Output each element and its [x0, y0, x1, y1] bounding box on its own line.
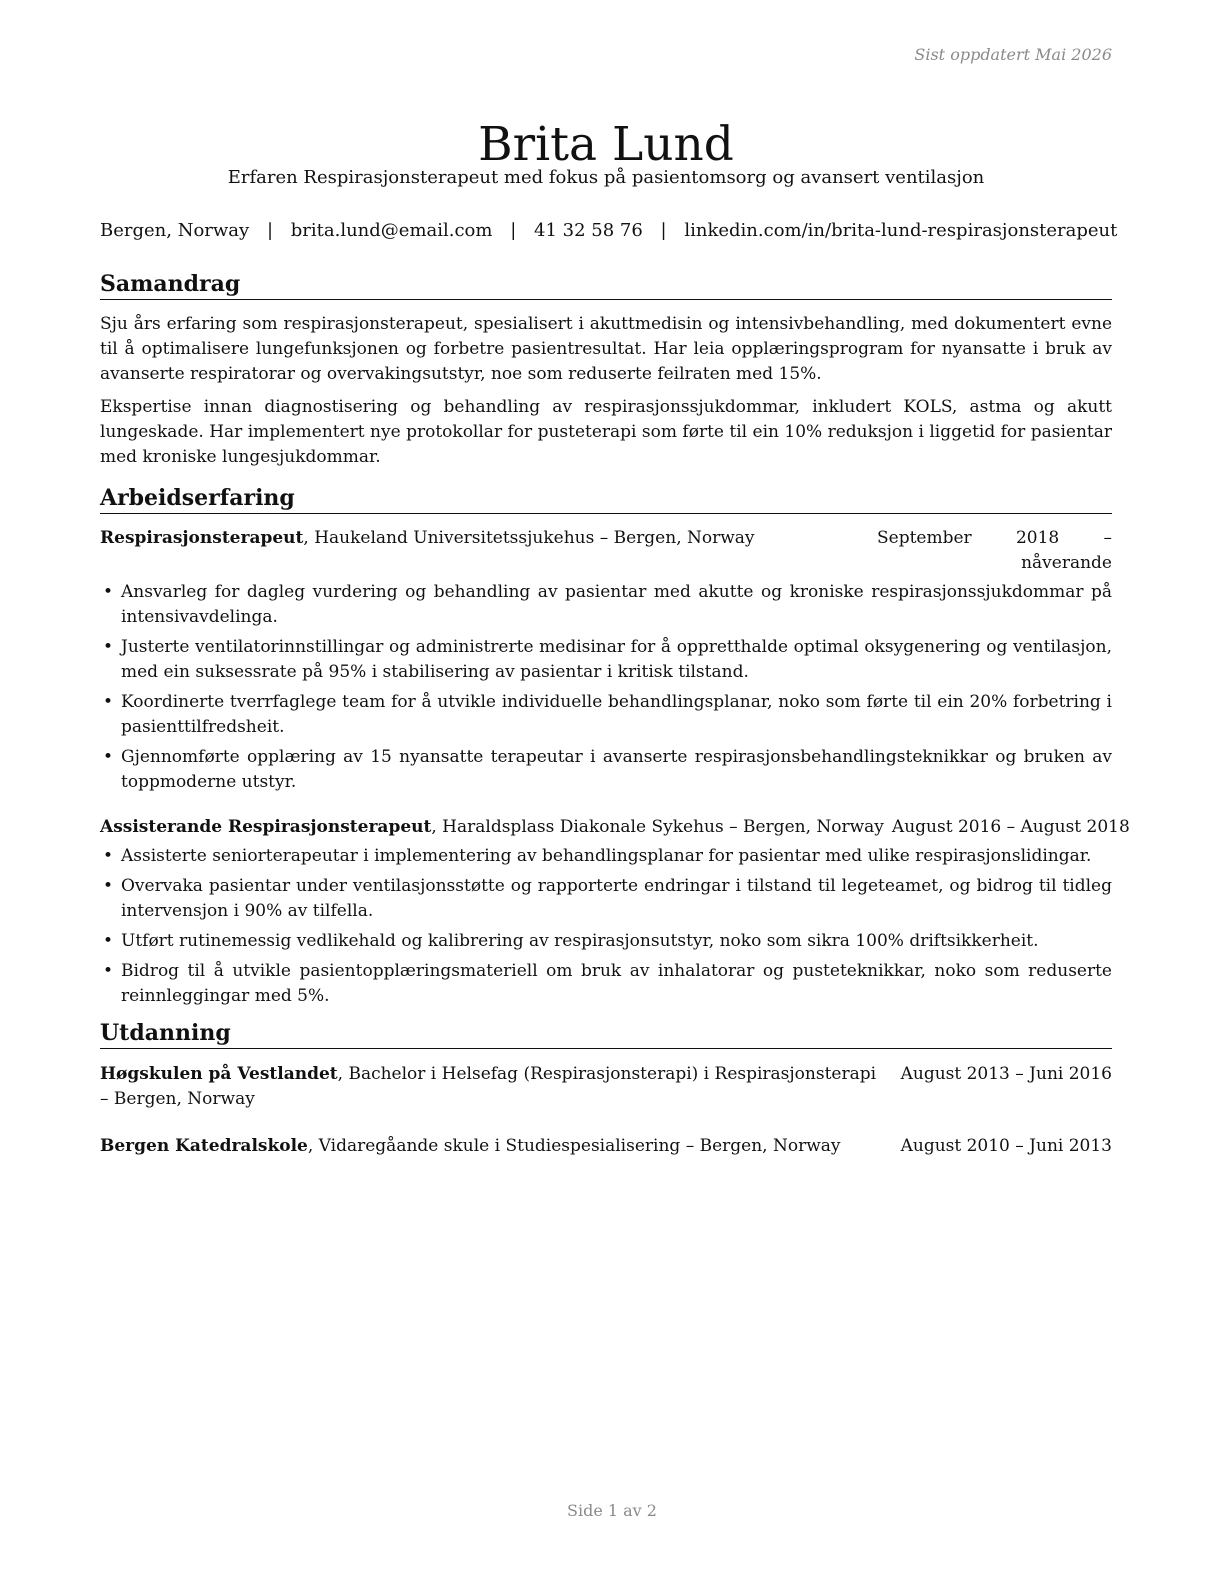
job-title-line [100, 526, 877, 576]
experience-heading: Arbeidserfaring [100, 484, 1112, 514]
job-role: Assisterande Respirasjonsterapeut [100, 817, 432, 837]
job-bullet: • Gjennomførte opplæring av 15 nyansatte terapeutar i avanserte respirasjonsbehandlingsteknikkar og bruken av toppmoderne utstyr. [100, 745, 1112, 795]
job-bullets [100, 844, 1112, 1009]
tagline: Erfaren Respirasjonsterapeut med fokus på pasientomsorg og avansert ventilasjon [227, 167, 985, 188]
job-bullet: • Justerte ventilatorinnstillingar og administrerte medisinar for å oppretthalde optimal oksygenering og ventilasjon, med ein suksessrate på 95% i stabilisering av pasientar i kritisk tilstand. [100, 635, 1112, 685]
education-detail: , Bachelor i Helsefag (Respirasjonsterapi) i Respirasjonsterapi – Bergen, Norway [100, 1064, 877, 1109]
job-employer: , Haukeland Universitetssjukehus – Bergen, Norway [303, 528, 755, 548]
job-bullet: • Utført rutinemessig vedlikehald og kalibrering av respirasjonsutstyr, noko som sikra 100% driftsikkerheit. [100, 929, 1112, 954]
job-bullet: • Koordinerte tverrfaglege team for å utvikle individuelle behandlingsplanar, noko som førte til ein 20% forbetring i pasienttilfredsheit. [100, 690, 1112, 740]
education-detail: , Vidaregåande skule i Studiespesialisering – Bergen, Norway [307, 1136, 841, 1156]
summary-paragraph: Sju års erfaring som respirasjonsterapeut, spesialisert i akuttmedisin og intensivbehandling, med dokumentert evne til å optimalisere lungefunksjonen og forbetre pasientresultat. Har leia opplæringsprogram for nyansatte i bruk av avanserte respiratorar og overvakingsutstyr, noe som reduserte feilraten med 15%. [100, 314, 1112, 384]
job-title-line [100, 815, 892, 840]
job-bullet: • Ansvarleg for dagleg vurdering og behandling av pasientar med akutte og kroniske respirasjonssjukdommar på intensivavdelinga. [100, 580, 1112, 630]
job-dates: August 2016 – August 2018 [891, 817, 1130, 837]
job-entry [100, 526, 1112, 795]
education-title-line [100, 1134, 901, 1159]
contact-linkedin[interactable]: linkedin.com/in/brita-lund-respirasjonsterapeut [684, 220, 1118, 241]
education-heading: Utdanning [100, 1019, 1112, 1049]
job-bullet: • Assisterte seniorterapeutar i implementering av behandlingsplanar for pasientar med ulike respirasjonslidingar. [100, 844, 1112, 869]
job-entry [100, 815, 1130, 1009]
education-title-line [100, 1062, 901, 1112]
job-role: Respirasjonsterapeut [100, 528, 304, 548]
education-school: Høgskulen på Vestlandet [100, 1064, 338, 1084]
job-employer: , Haraldsplass Diakonale Sykehus – Bergen, Norway [431, 817, 884, 837]
summary-paragraph: Ekspertise innan diagnostisering og behandling av respirasjonssjukdommar, inkludert KOLS, astma og akutt lungeskade. Har implementert nye protokollar for pusteterapi som førte til ein 10% reduksjon i liggetid for pasientar med kroniske lungesjukdommar. [100, 397, 1112, 467]
education-dates: August 2013 – Juni 2016 [900, 1064, 1112, 1084]
contact-separator: | [266, 220, 274, 241]
contact-separator: | [510, 220, 517, 241]
contact-location: Bergen, Norway [100, 220, 250, 241]
page-number: Side 1 av 2 [567, 1501, 657, 1520]
education-entry [100, 1134, 1112, 1159]
summary-heading: Samandrag [100, 270, 1112, 300]
job-bullets [100, 580, 1112, 795]
resume-body [100, 270, 1130, 1181]
contact-line [100, 220, 1118, 241]
candidate-name: Brita Lund [478, 117, 734, 173]
contact-email[interactable]: brita.lund@email.com [290, 220, 493, 241]
education-entry [100, 1062, 1112, 1112]
contact-phone: 41 32 58 76 [534, 220, 643, 241]
last-updated: Sist oppdatert Mai 2026 [914, 45, 1112, 64]
job-dates: September 2018 – nåverande [877, 528, 1112, 573]
contact-separator: | [660, 220, 667, 241]
education-dates: August 2010 – Juni 2013 [900, 1136, 1112, 1156]
education-school: Bergen Katedralskole [100, 1136, 308, 1156]
job-header [100, 526, 1112, 576]
job-bullet: • Bidrog til å utvikle pasientopplæringsmateriell om bruk av inhalatorar og pusteteknikkar, noko som reduserte reinnleggingar med 5%. [100, 959, 1112, 1009]
job-bullet: • Overvaka pasientar under ventilasjonsstøtte og rapporterte endringar i tilstand til legeteamet, og bidrog til tidleg intervensjon i 90% av tilfella. [100, 874, 1112, 924]
job-header [100, 815, 1130, 840]
